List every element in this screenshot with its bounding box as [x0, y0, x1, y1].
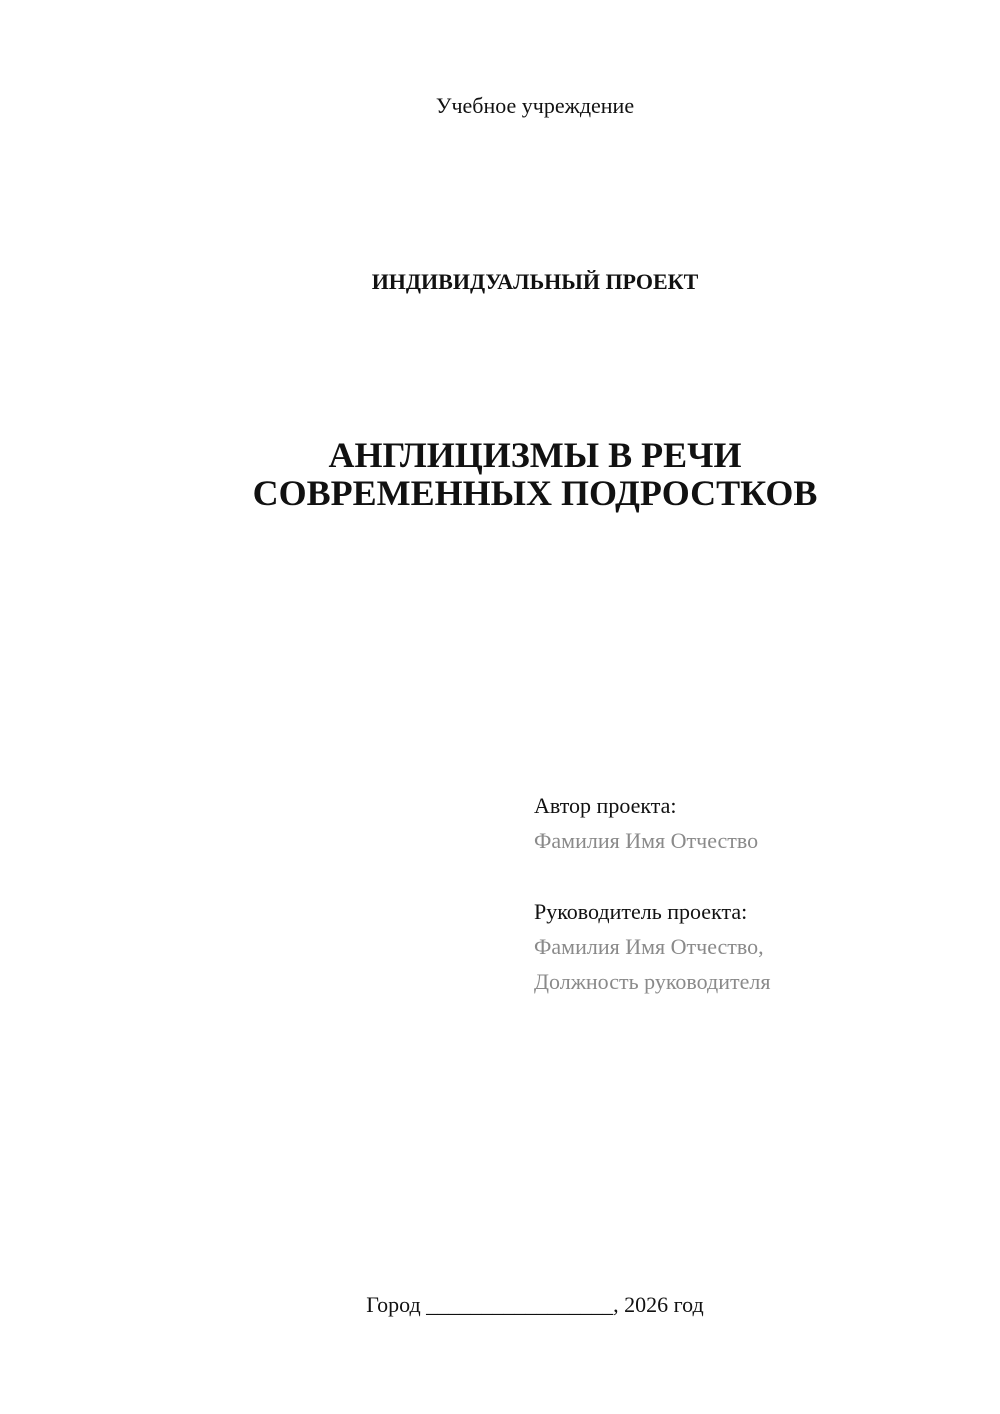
author-label: Автор проекта:: [534, 793, 677, 818]
project-title: [0, 436, 1000, 512]
project-title-line-1: АНГЛИЦИЗМЫ В РЕЧИ: [328, 435, 742, 475]
project-title-line-2: СОВРЕМЕННЫХ ПОДРОСТКОВ: [252, 473, 818, 513]
institution-name: Учебное учреждение: [435, 93, 635, 118]
project-credits: [534, 788, 974, 999]
project-type-heading: ИНДИВИДУАЛЬНЫЙ ПРОЕКТ: [371, 269, 699, 294]
credits-spacer: [534, 858, 974, 894]
author-name: Фамилия Имя Отчество: [534, 828, 759, 853]
supervisor-name: Фамилия Имя Отчество,: [534, 934, 764, 959]
supervisor-label: Руководитель проекта:: [534, 899, 748, 924]
city-year-line: Город _________________, 2026 год: [366, 1292, 704, 1317]
supervisor-position: Должность руководителя: [534, 969, 771, 994]
